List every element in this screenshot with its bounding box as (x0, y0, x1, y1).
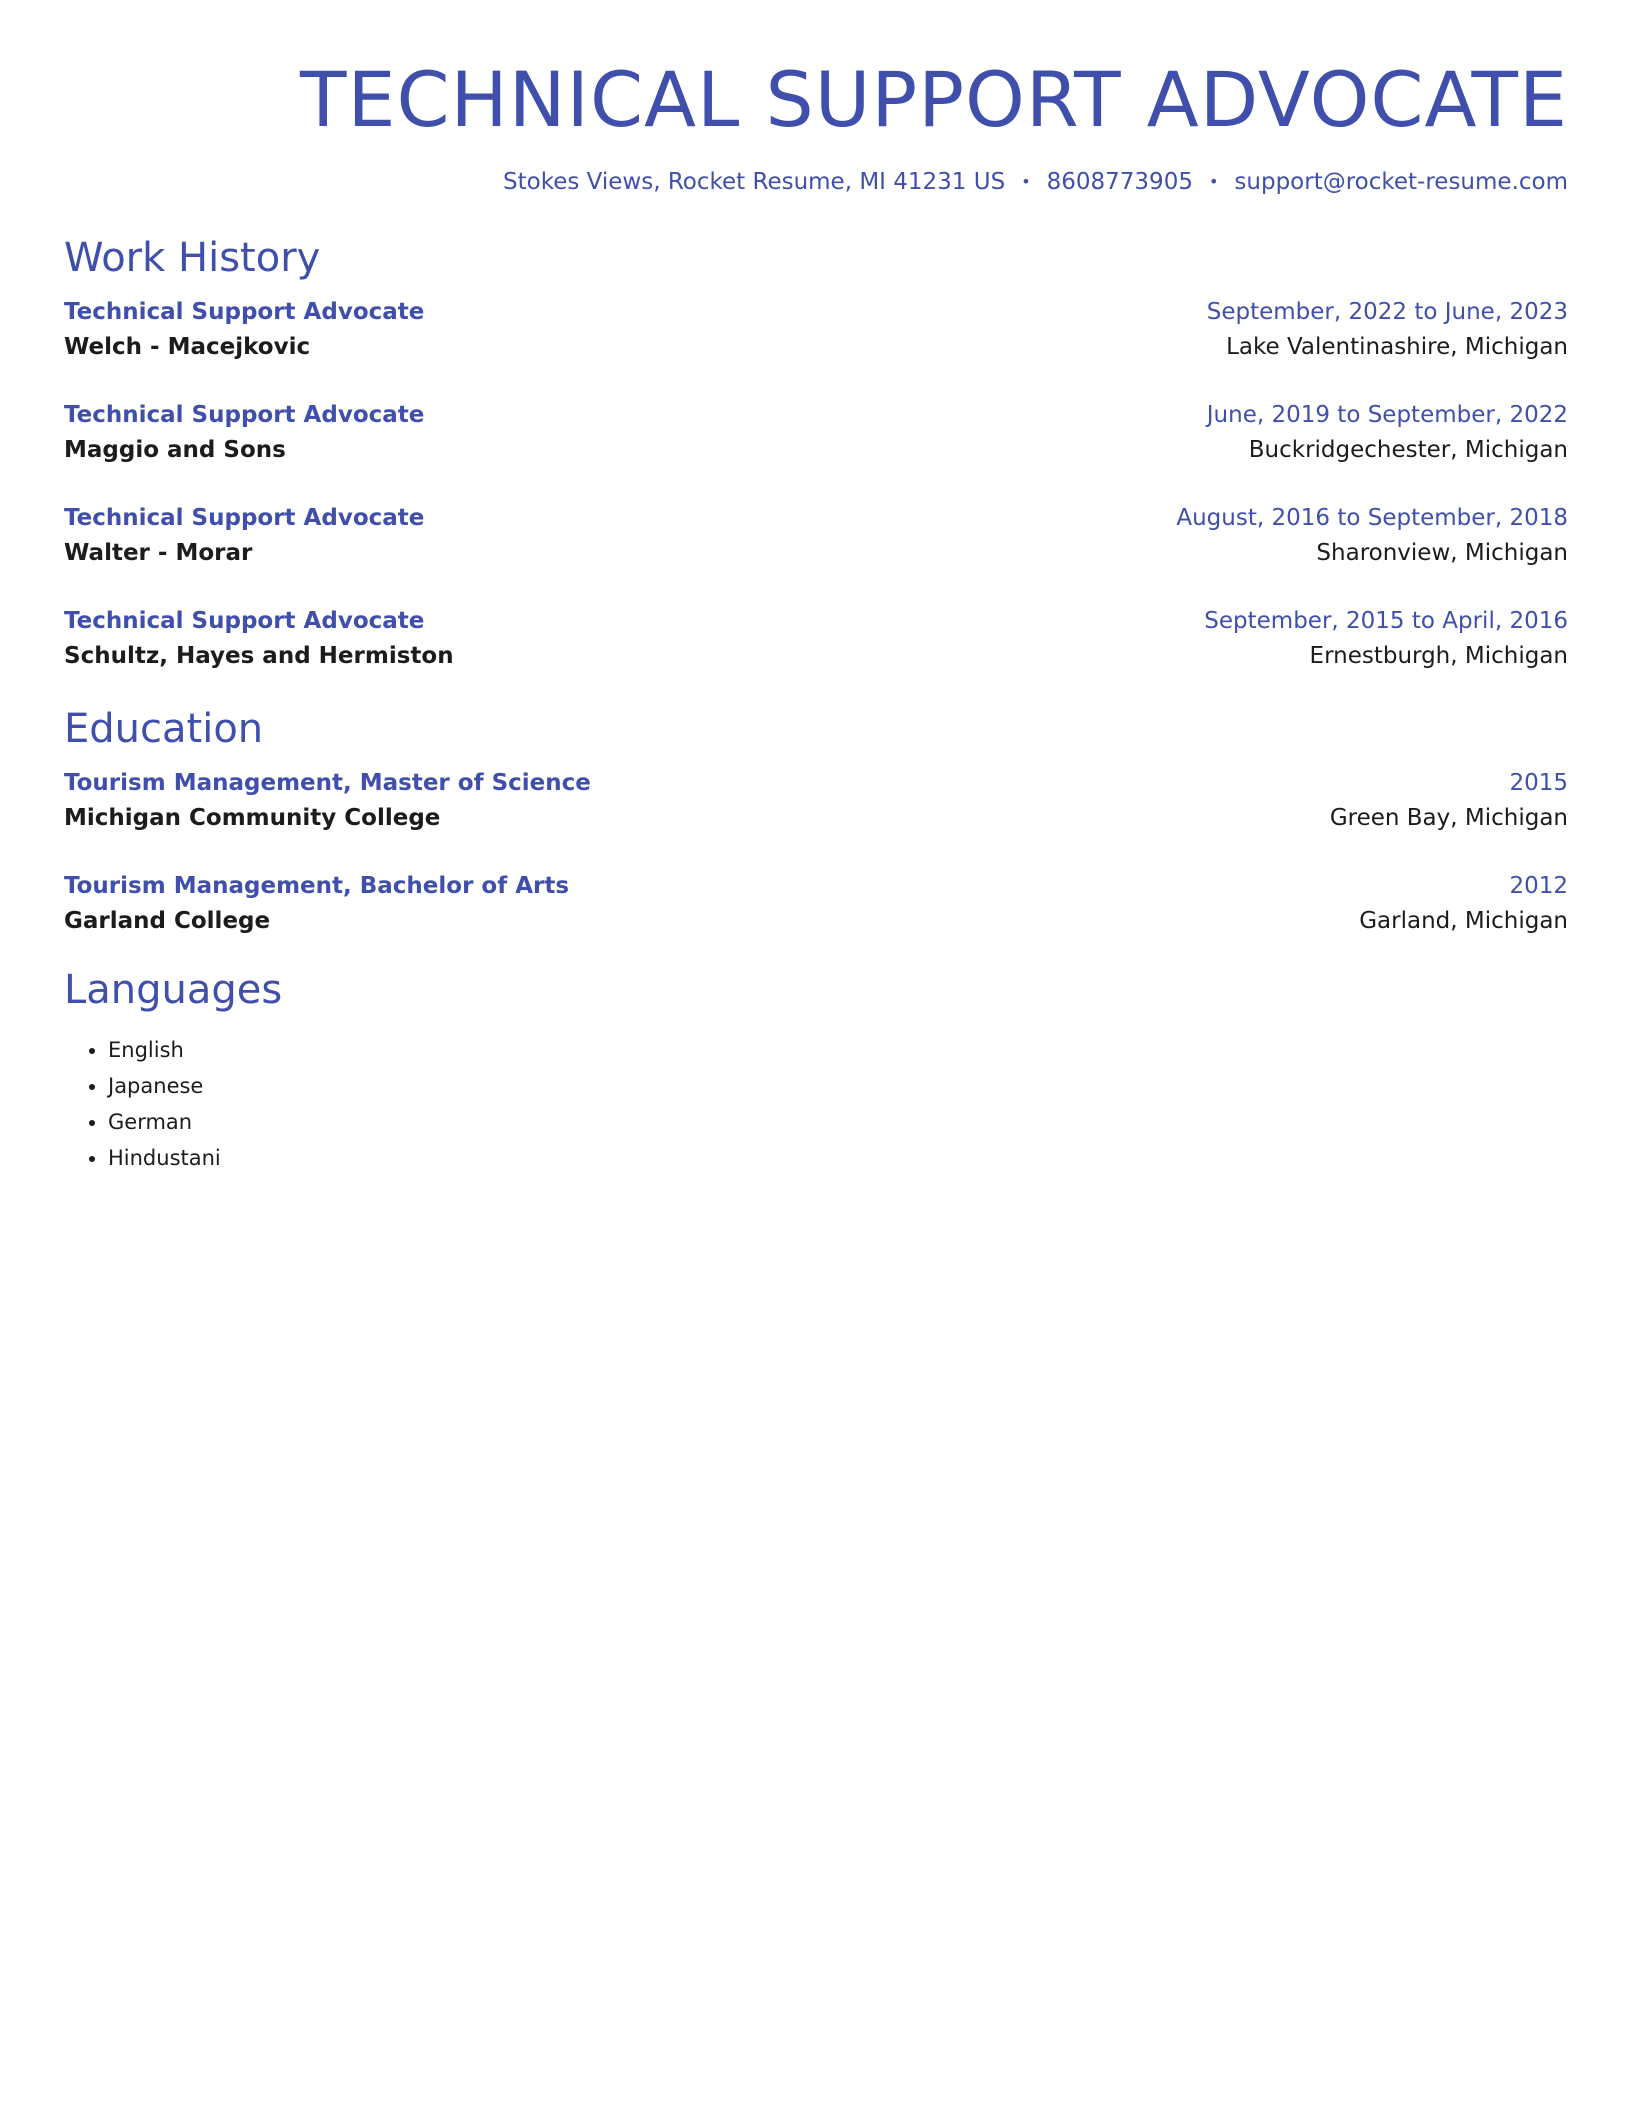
job-company: Welch - Macejkovic (64, 334, 311, 360)
contact-email[interactable]: support@rocket-resume.com (1234, 169, 1568, 195)
job-title: Technical Support Advocate (64, 402, 425, 428)
work-history-section (64, 234, 1568, 675)
education-entry (64, 870, 1568, 940)
job-location: Buckridgechester, Michigan (1248, 437, 1568, 463)
job-title: Technical Support Advocate (64, 505, 425, 531)
degree-year: 2015 (1509, 770, 1568, 796)
job-company: Schultz, Hayes and Hermiston (64, 643, 454, 669)
work-entry (64, 502, 1568, 572)
school-location: Green Bay, Michigan (1329, 805, 1568, 831)
job-location: Ernestburgh, Michigan (1309, 643, 1568, 669)
school-location: Garland, Michigan (1359, 908, 1568, 934)
job-dates: August, 2016 to September, 2018 (1176, 505, 1568, 531)
language-item: • Japanese (108, 1068, 1568, 1104)
job-company: Walter - Morar (64, 540, 253, 566)
degree-title: Tourism Management, Master of Science (64, 770, 591, 796)
contact-line (64, 166, 1568, 198)
job-title: Technical Support Advocate (64, 608, 425, 634)
degree-title: Tourism Management, Bachelor of Arts (64, 873, 570, 899)
contact-separator: • (1208, 172, 1219, 191)
degree-year: 2012 (1509, 873, 1568, 899)
job-dates: June, 2019 to September, 2022 (1206, 402, 1568, 428)
education-heading: Education (64, 706, 264, 752)
job-dates: September, 2022 to June, 2023 (1206, 299, 1568, 325)
language-item: • English (108, 1032, 1568, 1068)
language-item: • German (108, 1104, 1568, 1140)
languages-heading: Languages (64, 967, 283, 1013)
job-location: Sharonview, Michigan (1316, 540, 1568, 566)
education-entry (64, 767, 1568, 837)
candidate-title: TECHNICAL SUPPORT ADVOCATE (300, 55, 1568, 144)
work-entry (64, 399, 1568, 469)
contact-separator: • (1021, 172, 1031, 191)
school-name: Garland College (64, 908, 271, 934)
languages-section (64, 966, 1568, 1176)
work-entry (64, 605, 1568, 675)
education-section (64, 705, 1568, 940)
language-item: • Hindustani (108, 1140, 1568, 1176)
school-name: Michigan Community College (64, 805, 441, 831)
contact-phone: 8608773905 (1046, 169, 1193, 195)
job-title: Technical Support Advocate (64, 299, 425, 325)
resume-header (64, 0, 1568, 198)
work-history-heading: Work History (64, 235, 321, 281)
job-company: Maggio and Sons (64, 437, 286, 463)
contact-address: Stokes Views, Rocket Resume, MI 41231 US (503, 169, 1006, 195)
job-dates: September, 2015 to April, 2016 (1204, 608, 1568, 634)
job-location: Lake Valentinashire, Michigan (1226, 334, 1568, 360)
languages-list (64, 1032, 1568, 1176)
work-entry (64, 296, 1568, 366)
